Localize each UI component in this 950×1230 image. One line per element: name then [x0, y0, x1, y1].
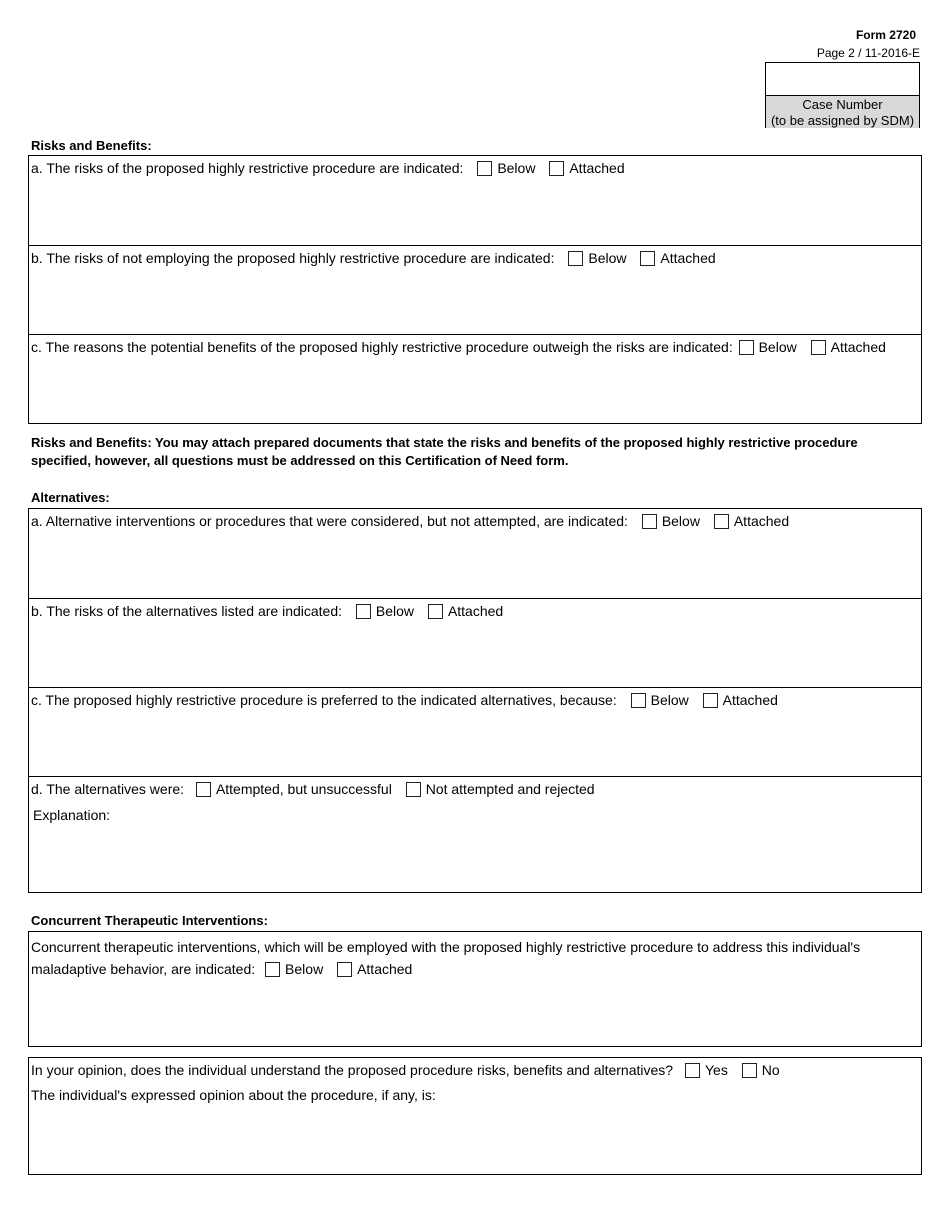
form-number: Form 2720	[855, 28, 916, 42]
alternatives-a-attached-checkbox[interactable]	[714, 514, 729, 529]
case-number-box	[765, 62, 920, 128]
below-label: Below	[661, 513, 700, 529]
no-label: No	[761, 1062, 780, 1078]
risks-box	[28, 155, 922, 424]
alternatives-row-a	[29, 509, 921, 598]
explanation-label: Explanation:	[33, 807, 111, 823]
case-number-label	[766, 96, 919, 128]
alternatives-b-below-checkbox[interactable]	[356, 604, 371, 619]
attached-label: Attached	[660, 250, 716, 266]
opinion-box	[28, 1057, 922, 1175]
alternatives-b-attached-checkbox[interactable]	[428, 604, 443, 619]
attached-label: Attached	[830, 339, 886, 355]
risks-row-b	[29, 245, 921, 334]
alternatives-a-below-checkbox[interactable]	[642, 514, 657, 529]
concurrent-title: Concurrent Therapeutic Interventions:	[31, 913, 268, 928]
below-label: Below	[285, 961, 324, 977]
alternatives-box	[28, 508, 922, 893]
expressed-opinion-label: The individual's expressed opinion about the procedure, if any, is:	[31, 1087, 436, 1103]
risks-c-attached-checkbox[interactable]	[811, 340, 826, 355]
below-label: Below	[650, 692, 689, 708]
risks-note	[31, 434, 926, 470]
risks-note-line2: specified, however, all questions must be addressed on this Certification of Need form.	[31, 453, 569, 468]
risks-c-below-checkbox[interactable]	[739, 340, 754, 355]
alternatives-a-label: a. Alternative interventions or procedures that were considered, but not attempted, are indicated:	[31, 513, 628, 529]
risks-note-line1: Risks and Benefits: You may attach prepared documents that state the risks and benefits of the proposed highly restrictive procedure	[31, 435, 858, 450]
risks-a-attached-checkbox[interactable]	[549, 161, 564, 176]
alternatives-row-b	[29, 598, 921, 687]
alternatives-title: Alternatives:	[31, 490, 110, 505]
attempted-label: Attempted, but unsuccessful	[215, 781, 392, 797]
below-label: Below	[497, 160, 536, 176]
risks-b-attached-checkbox[interactable]	[640, 251, 655, 266]
not-attempted-checkbox[interactable]	[406, 782, 421, 797]
not-attempted-label: Not attempted and rejected	[425, 781, 595, 797]
alternatives-c-below-checkbox[interactable]	[631, 693, 646, 708]
below-label: Below	[758, 339, 797, 355]
alternatives-c-label: c. The proposed highly restrictive procedure is preferred to the indicated alternatives, because:	[31, 692, 617, 708]
attached-label: Attached	[357, 961, 413, 977]
opinion-no-checkbox[interactable]	[742, 1063, 757, 1078]
below-label: Below	[375, 603, 415, 619]
alternatives-b-label: b. The risks of the alternatives listed are indicated:	[31, 603, 343, 619]
opinion-yes-checkbox[interactable]	[685, 1063, 700, 1078]
alternatives-row-c	[29, 687, 921, 776]
attached-label: Attached	[569, 160, 625, 176]
concurrent-box	[28, 931, 922, 1047]
concurrent-line1: Concurrent therapeutic interventions, which will be employed with the proposed highly restrictive procedure to address this individual's	[31, 939, 861, 955]
alternatives-c-attached-checkbox[interactable]	[703, 693, 718, 708]
risks-c-label: c. The reasons the potential benefits of the proposed highly restrictive procedure outweigh the risks are indicated:	[31, 339, 733, 355]
risks-row-c	[29, 334, 921, 423]
concurrent-line2: maladaptive behavior, are indicated:	[31, 961, 256, 977]
attached-label: Attached	[447, 603, 504, 619]
attempted-checkbox[interactable]	[196, 782, 211, 797]
risks-b-below-checkbox[interactable]	[568, 251, 583, 266]
risks-title: Risks and Benefits:	[31, 138, 152, 153]
case-number-sublabel: (to be assigned by SDM)	[770, 113, 915, 128]
below-label: Below	[588, 250, 627, 266]
risks-b-label: b. The risks of not employing the proposed highly restrictive procedure are indicated:	[31, 250, 555, 266]
case-number-field[interactable]	[766, 63, 919, 96]
yes-label: Yes	[704, 1062, 728, 1078]
attached-label: Attached	[733, 513, 790, 529]
alternatives-row-d	[29, 776, 921, 892]
alternatives-d-label: d. The alternatives were:	[31, 781, 185, 797]
concurrent-below-checkbox[interactable]	[265, 962, 280, 977]
risks-a-below-checkbox[interactable]	[477, 161, 492, 176]
risks-a-label: a. The risks of the proposed highly restrictive procedure are indicated:	[31, 160, 464, 176]
risks-row-a	[29, 156, 921, 245]
page-info: Page 2 / 11-2016-E	[816, 46, 920, 60]
case-number-label-text: Case Number	[802, 97, 883, 112]
attached-label: Attached	[722, 692, 778, 708]
opinion-question: In your opinion, does the individual understand the proposed procedure risks, benefits and alternatives?	[31, 1062, 674, 1078]
concurrent-attached-checkbox[interactable]	[337, 962, 352, 977]
